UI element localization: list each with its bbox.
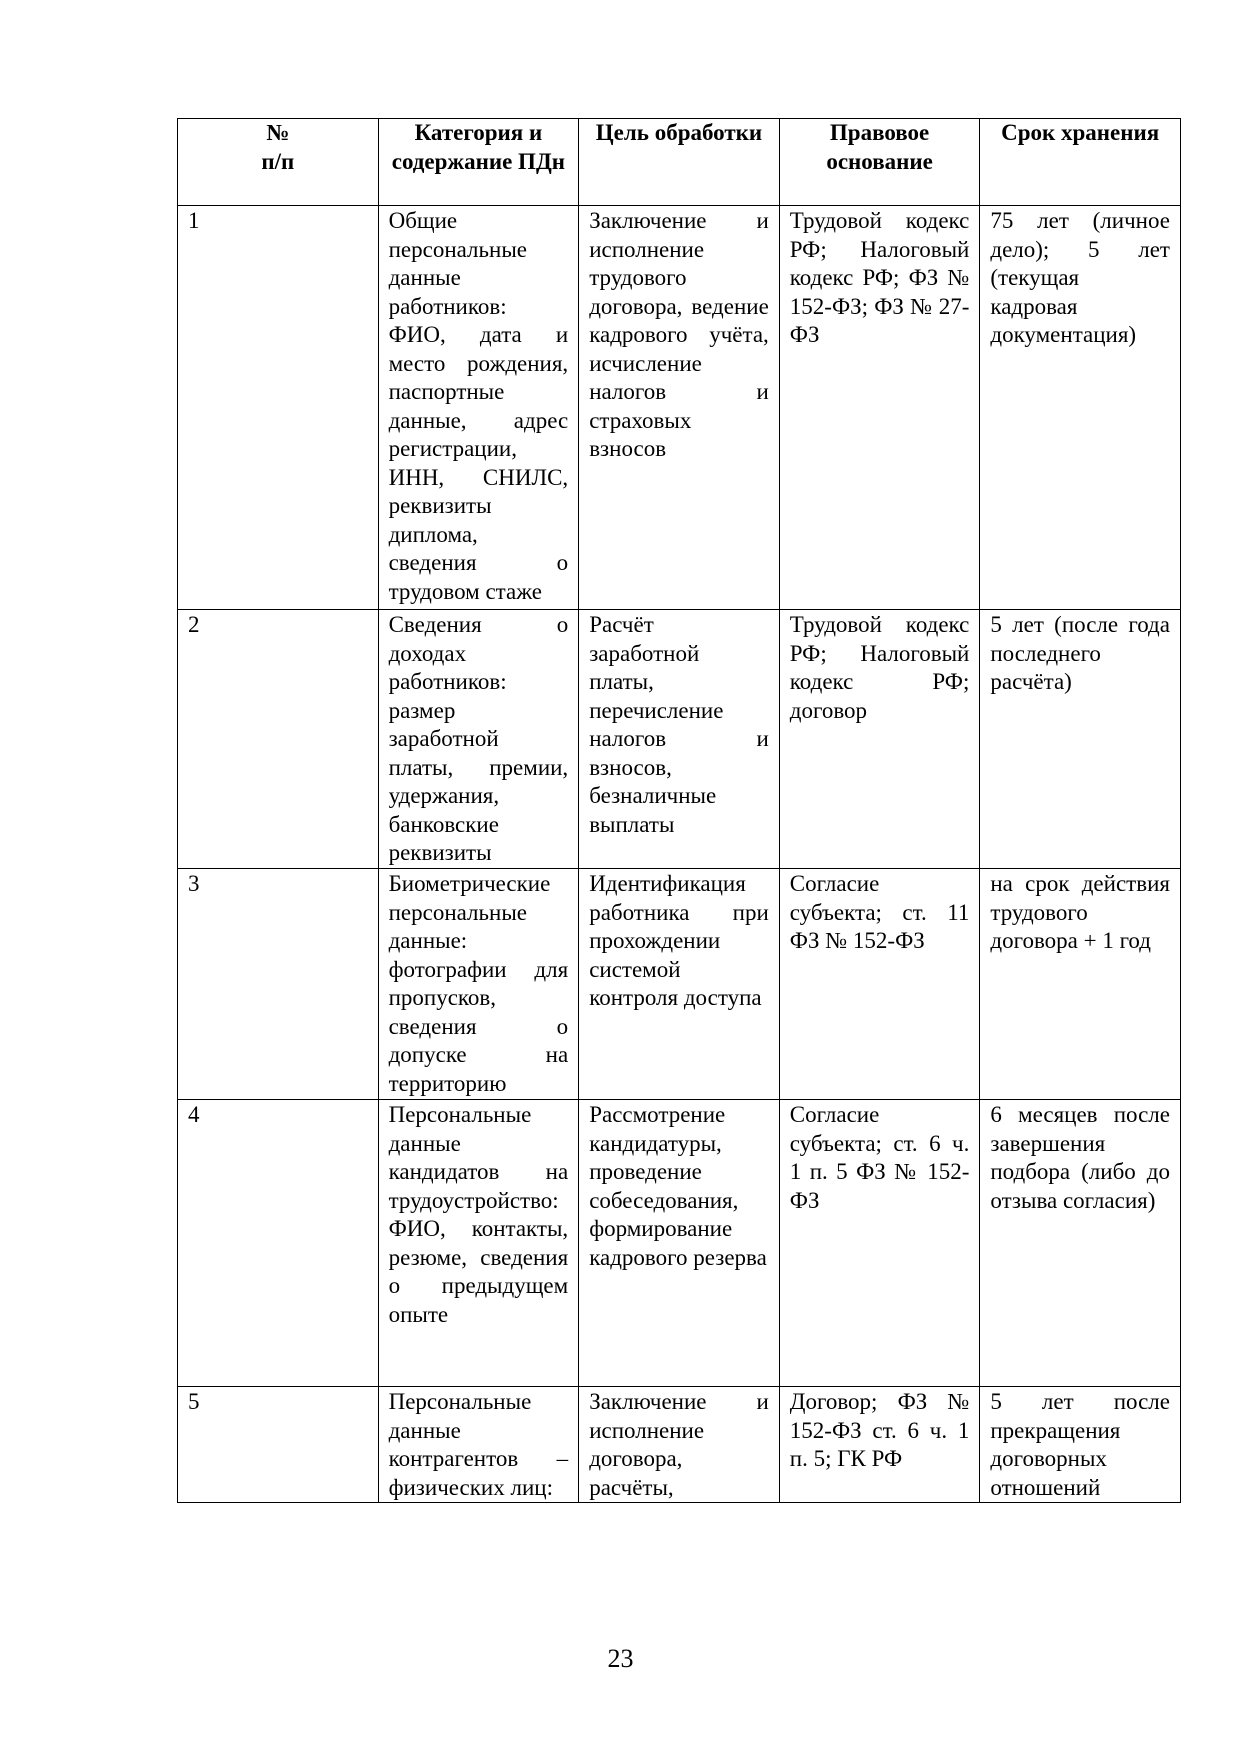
row-legal-basis: Согласие субъекта; ст. 11 ФЗ № 152-ФЗ xyxy=(779,869,980,1100)
table-row xyxy=(178,1387,1181,1503)
table-header-row xyxy=(178,119,1181,206)
row-purpose: Заключение и исполнение трудового договора, ведение кадрового учёта, исчисление налогов и страховых взносов xyxy=(579,206,780,610)
table-row xyxy=(178,610,1181,869)
row-legal-basis: Договор; ФЗ № 152-ФЗ ст. 6 ч. 1 п. 5; ГК РФ xyxy=(779,1387,980,1503)
row-number: 2 xyxy=(178,610,379,869)
table-row xyxy=(178,869,1181,1100)
row-category: Биометрические персональные данные: фотографии для пропусков, сведения о допуске на территорию xyxy=(378,869,579,1100)
row-legal-basis: Согласие субъекта; ст. 6 ч. 1 п. 5 ФЗ № 152-ФЗ xyxy=(779,1100,980,1387)
row-legal-basis: Трудовой кодекс РФ; Налоговый кодекс РФ; ФЗ № 152-ФЗ; ФЗ № 27-ФЗ xyxy=(779,206,980,610)
table-row xyxy=(178,206,1181,610)
page-number: 23 xyxy=(607,1644,634,1673)
header-purpose: Цель обработки xyxy=(579,119,780,206)
row-number: 5 xyxy=(178,1387,379,1503)
table-row xyxy=(178,1100,1181,1387)
row-retention: на срок действия трудового договора + 1 год xyxy=(980,869,1181,1100)
row-purpose: Рассмотрение кандидатуры, проведение собеседования, формирование кадрового резерва xyxy=(579,1100,780,1387)
row-retention: 75 лет (личное дело); 5 лет (текущая кадровая документация) xyxy=(980,206,1181,610)
header-retention: Срок хранения xyxy=(980,119,1181,206)
row-retention: 6 месяцев после завершения подбора (либо до отзыва согласия) xyxy=(980,1100,1181,1387)
personal-data-table xyxy=(177,118,1181,1503)
row-purpose: Расчёт заработной платы, перечисление налогов и взносов, безналичные выплаты xyxy=(579,610,780,869)
header-category: Категория и содержание ПДн xyxy=(378,119,579,206)
header-legal-basis: Правовое основание xyxy=(779,119,980,206)
row-number: 4 xyxy=(178,1100,379,1387)
row-purpose: Идентификация работника при прохождении системой контроля доступа xyxy=(579,869,780,1100)
row-category: Сведения о доходах работников: размер заработной платы, премии, удержания, банковские реквизиты xyxy=(378,610,579,869)
row-purpose: Заключение и исполнение договора, расчёты, xyxy=(579,1387,780,1503)
row-retention: 5 лет (после года последнего расчёта) xyxy=(980,610,1181,869)
header-number: № п/п xyxy=(178,119,379,206)
row-legal-basis: Трудовой кодекс РФ; Налоговый кодекс РФ; договор xyxy=(779,610,980,869)
row-number: 1 xyxy=(178,206,379,610)
row-category: Персональные данные кандидатов на трудоустройство: ФИО, контакты, резюме, сведения о предыдущем опыте xyxy=(378,1100,579,1387)
row-category: Персональные данные контрагентов – физических лиц: xyxy=(378,1387,579,1503)
row-number: 3 xyxy=(178,869,379,1100)
row-retention: 5 лет после прекращения договорных отношений xyxy=(980,1387,1181,1503)
row-category: Общие персональные данные работников: ФИО, дата и место рождения, паспортные данные, адрес регистрации, ИНН, СНИЛС, реквизиты диплома, сведения о трудовом стаже xyxy=(378,206,579,610)
